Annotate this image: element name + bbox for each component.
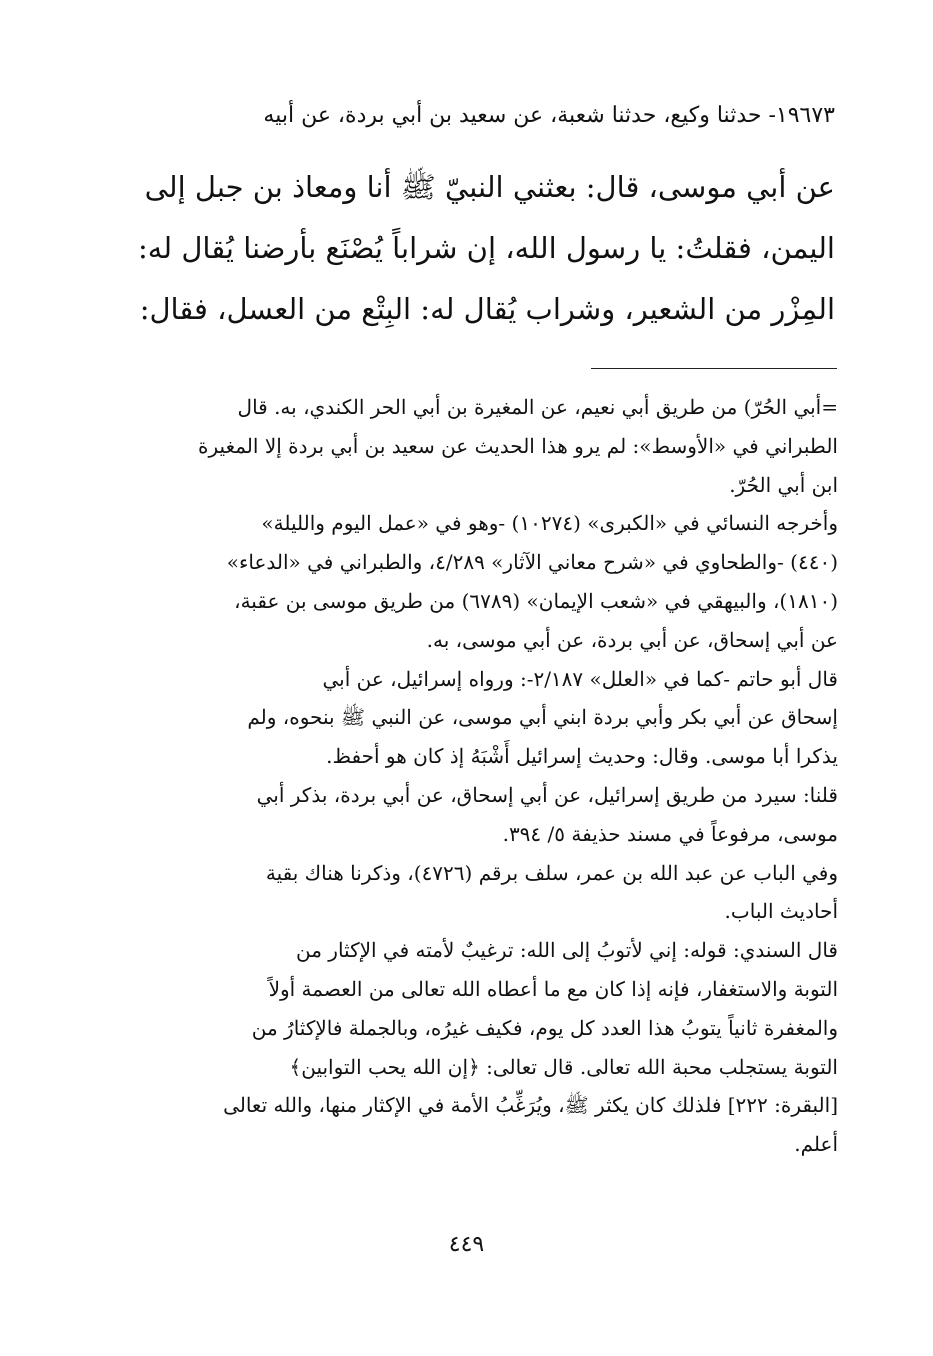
footnote-line: (٤٤٠) -والطحاوي في «شرح معاني الآثار» ٤/٢٨٩، والطبراني في «الدعاء» — [226, 550, 838, 575]
footnote-line: ابن أبي الحُرّ. — [729, 472, 838, 497]
footnote-line: أعلم. — [794, 1132, 838, 1157]
matn-line: اليمن، فقلتُ: يا رسول الله، إن شراباً يُصْنَع بأرضنا يُقال له: — [137, 231, 835, 265]
footnote-line: [البقرة: ٢٢٢] فلذلك كان يكثر ﷺ، ويُرَغِّبُ الأمة في الإكثار منها، والله تعالى — [223, 1093, 838, 1118]
hadith-matn — [130, 157, 835, 340]
footnote-line: والمغفرة ثانياً يتوبُ هذا العدد كل يوم، فكيف غيرُه، وبالجملة فالإكثارُ من — [251, 1015, 838, 1040]
footnote-line: قال أبو حاتم -كما في «العلل» ٢/١٨٧-: ورواه إسرائيل، عن أبي — [322, 666, 838, 691]
footnote-line: يذكرا أبا موسى. وقال: وحديث إسرائيل أَشْبَهُ إذ كان هو أحفظ. — [326, 744, 838, 769]
footnote-line: وأخرجه النسائي في «الكبرى» (١٠٢٧٤) -وهو في «عمل اليوم والليلة» — [261, 511, 838, 536]
footnote-line: قلنا: سيرد من طريق إسرائيل، عن أبي إسحاق، عن أبي بردة، بذكر أبي — [256, 782, 838, 807]
matn-line: عن أبي موسى، قال: بعثني النبيّ ﷺ أنا ومعاذ بن جبل إلى — [144, 170, 835, 204]
footnote-line: عن أبي إسحاق، عن أبي بردة، عن أبي موسى، به. — [426, 627, 838, 652]
footnote-line: قال السندي: قوله: إني لأتوبُ إلى الله: ترغيبٌ لأمته في الإكثار من — [295, 938, 838, 963]
footnote-line: إسحاق عن أبي بكر وأبي بردة ابني أبي موسى، عن النبي ﷺ بنحوه، ولم — [247, 705, 838, 730]
footnote-line: أحاديث الباب. — [724, 899, 838, 924]
footnote-line: الطبراني في «الأوسط»: لم يرو هذا الحديث عن سعيد بن أبي بردة إلا المغيرة — [198, 433, 838, 458]
footnote-line: موسى، مرفوعاً في مسند حذيفة ٥/ ٣٩٤. — [502, 821, 838, 846]
matn-line: المِزْر من الشعير، وشراب يُقال له: البِتْع من العسل، فقال: — [139, 292, 835, 326]
footnote-line: التوبة يستجلب محبة الله تعالى. قال تعالى: ﴿إن الله يحب التوابين﴾ — [289, 1054, 838, 1079]
footnote-line: التوبة والاستغفار، فإنه إذا كان مع ما أعطاه الله تعالى من العصمة أولاً — [268, 976, 838, 1001]
footnote-line: =أبي الحُرّ) من طريق أبي نعيم، عن المغيرة بن أبي الحر الكندي، به. قال — [237, 395, 838, 419]
footnote-line: (١٨١٠)، والبيهقي في «شعب الإيمان» (٦٧٨٩) من طريق موسى بن عقبة، — [234, 588, 838, 613]
footnote-divider — [591, 368, 837, 369]
footnotes — [133, 388, 838, 1164]
page-number: ٤٤٩ — [448, 1232, 485, 1257]
footnote-line: وفي الباب عن عبد الله بن عمر، سلف برقم (٤٧٢٦)، وذكرنا هناك بقية — [265, 860, 838, 885]
hadith-isnad-line: ١٩٦٧٣- حدثنا وكيع، حدثنا شعبة، عن سعيد بن أبي بردة، عن أبيه — [263, 103, 835, 128]
